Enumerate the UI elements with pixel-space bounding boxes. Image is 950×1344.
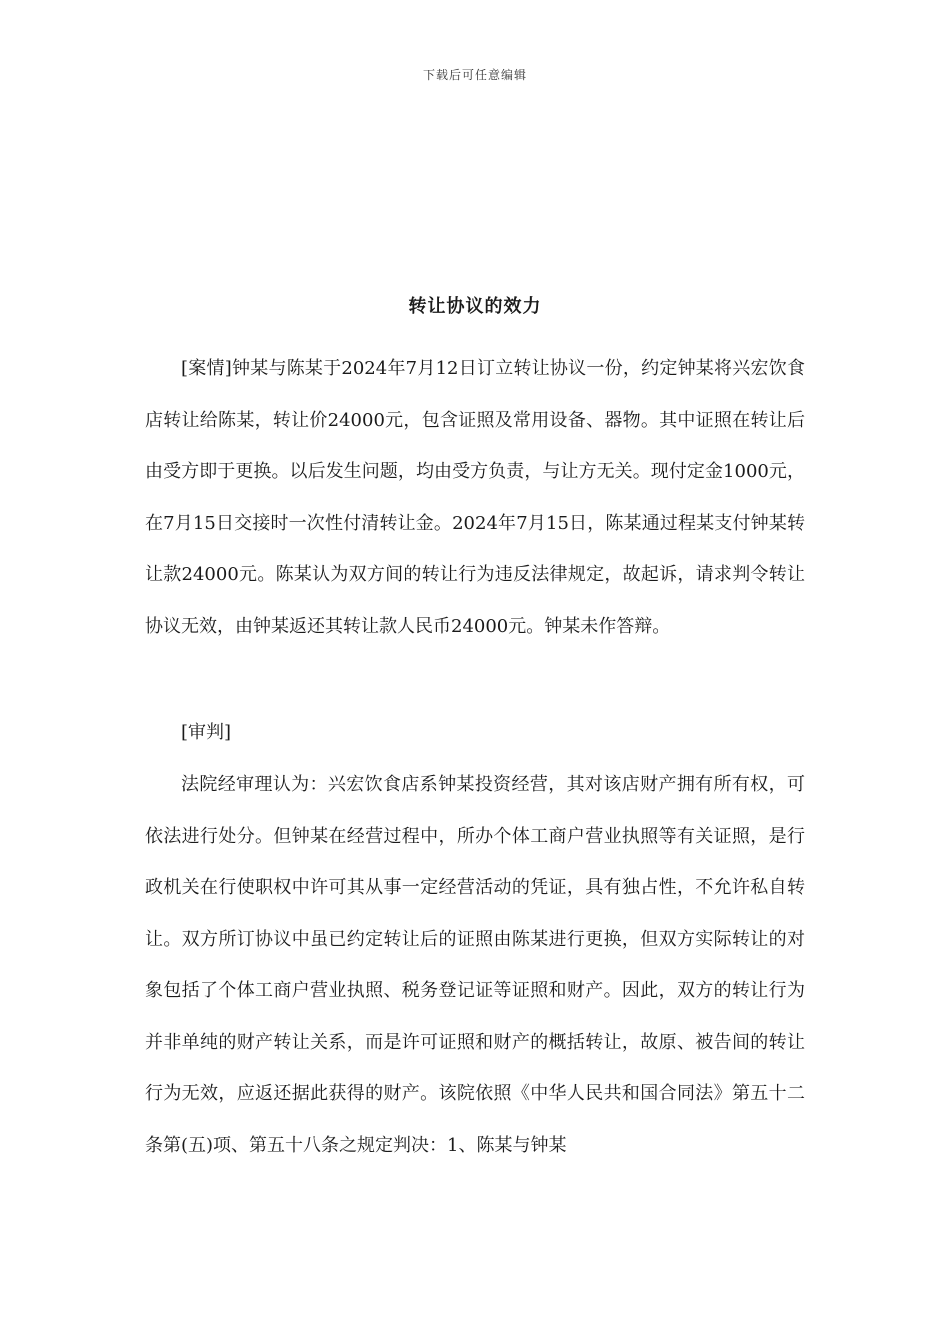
document-title: 转让协议的效力 — [408, 296, 542, 317]
header-note: 下载后可任意编辑 — [422, 68, 527, 82]
paragraph-case-facts: [案情]钟某与陈某于2024年7月12日订立转让协议一份，约定钟某将兴宏饮食店转让给陈某，转让价24000元，包含证照及常用设备、器物。其中证照在转让后由受方即于更换。以后发生问题，均由受方负责，与让方无关。现付定金1000元，在7月15日交接时一次性付清转让金。2024年7月15日，陈某通过程某支付钟某转让款24000元。陈某认为双方间的转让行为违反法律规定，故起诉，请求判令转让协议无效，由钟某返还其转让款人民币24000元。钟某未作答辩。 — [145, 358, 805, 637]
paragraph-court-ruling: 法院经审理认为：兴宏饮食店系钟某投资经营，其对该店财产拥有所有权，可依法进行处分。但钟某在经营过程中，所办个体工商户营业执照等有关证照，是行政机关在行使职权中许可其从事一定经营活动的凭证，具有独占性，不允许私自转让。双方所订协议中虽已约定转让后的证照由陈某进行更换，但双方实际转让的对象包括了个体工商户营业执照、税务登记证等证照和财产。因此，双方的转让行为并非单纯的财产转让关系，而是许可证照和财产的概括转让，故原、被告间的转让行为无效，应返还据此获得的财产。该院依照《中华人民共和国合同法》第五十二条第(五)项、第五十八条之规定判决：1、陈某与钟某 — [145, 774, 805, 1156]
paragraph-trial-heading: [审判] — [181, 722, 232, 743]
